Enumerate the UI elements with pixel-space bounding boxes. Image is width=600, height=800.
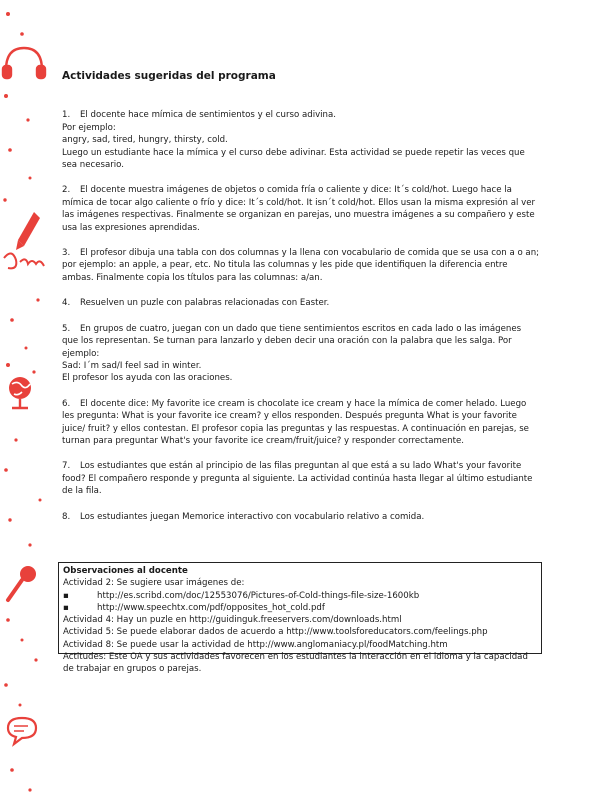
observation-link[interactable]: http://www.speechtx.com/pdf/opposites_hot_cold.pdf [97, 602, 325, 613]
activity-number: 7. [62, 461, 71, 472]
activity-line: El docente dice: My favorite ice cream is chocolate ice cream y hace la mímica de comer helado. Luego les pregunta: What is your favorite ice cream? y ellos responden. Después pregunta What is your favorite juice/ fruit? y ellos contestan. El profesor copia las preguntas y las respuestas. A continuación en parejas, se turnan para preguntar What's your favorite ice cream/fruit/juice? y responder correctamente. [62, 398, 529, 446]
activity-list [62, 109, 540, 523]
globe-icon [9, 377, 31, 408]
activity-item [62, 247, 540, 284]
microphone-icon [8, 566, 36, 600]
activity-text [62, 460, 540, 497]
activity-text [62, 372, 540, 384]
activity-text [62, 122, 540, 134]
bullet-icon: ▪ [63, 590, 69, 601]
activity-item [62, 297, 540, 309]
activity-text [62, 184, 540, 234]
activity-line: El profesor los ayuda con las oraciones. [62, 373, 233, 384]
activity-item [62, 323, 540, 385]
bullet-icon: ▪ [63, 602, 69, 613]
activity-line: El docente hace mímica de sentimientos y el curso adivina. [80, 110, 336, 121]
margin-decoration [0, 0, 50, 800]
activity-item [62, 398, 540, 448]
activity-item [62, 460, 540, 497]
activity-text [62, 147, 540, 172]
activity-number: 6. [62, 398, 71, 409]
observation-activity-8: Actividad 8: Se puede usar la actividad de http://www.anglomaniacy.pl/foodMatching.htm [63, 639, 448, 650]
activity-number: 8. [62, 511, 71, 522]
activity-number: 5. [62, 323, 71, 334]
activity-item [62, 511, 540, 523]
observation-activity-4: Actividad 4: Hay un puzle en http://guidinguk.freeservers.com/downloads.html [63, 615, 402, 626]
observation-bullet [63, 590, 537, 602]
activity-text [62, 360, 540, 372]
activity-text [62, 109, 540, 121]
pencil-icon [16, 212, 40, 250]
activity-number: 4. [62, 298, 71, 309]
activity-line: Sad: I´m sad/I feel sad in winter. [62, 360, 202, 371]
activity-item [62, 184, 540, 234]
observation-activity-2: Actividad 2: Se sugiere usar imágenes de: [63, 578, 245, 589]
scribble-decoration [4, 253, 44, 268]
activity-text [62, 323, 540, 360]
activity-line: Luego un estudiante hace la mímica y el curso debe adivinar. Esta actividad se puede repetir las veces que sea necesario. [62, 147, 525, 171]
activity-number: 2. [62, 185, 71, 196]
headphones-icon [3, 48, 45, 78]
teacher-observations-box [58, 562, 542, 675]
activity-number: 3. [62, 248, 71, 259]
activity-number: 1. [62, 110, 71, 121]
activity-line: Por ejemplo: [62, 122, 116, 133]
activity-text [62, 297, 540, 309]
activity-text [62, 134, 540, 146]
page-title: Actividades sugeridas del programa [62, 70, 276, 82]
activity-text [62, 247, 540, 284]
observation-bullet [63, 602, 537, 614]
observation-link[interactable]: http://es.scribd.com/doc/12553076/Pictures-of-Cold-things-file-size-1600kb [97, 590, 420, 601]
activity-item [62, 109, 540, 171]
activity-text [62, 511, 540, 523]
activity-line: En grupos de cuatro, juegan con un dado que tiene sentimientos escritos en cada lado o las imágenes que los representan. Se turnan para lanzarlo y deben decir una oración con la palabra que les salga. Por ejemplo: [62, 323, 522, 359]
activity-line: Los estudiantes que están al principio de las filas preguntan al que está a su lado What's your favorite food? El compañero responde y pregunta al siguiente. La actividad continúa hasta llegar al último estudiante de la fila. [62, 461, 533, 497]
main-content [62, 70, 540, 536]
activity-text [62, 398, 540, 448]
activity-line: angry, sad, tired, hungry, thirsty, cold. [62, 135, 228, 146]
activity-line: El profesor dibuja una tabla con dos columnas y la llena con vocabulario de comida que se usa con a o an; por ejemplo: an apple, a pear, etc. No titula las columnas y les pide que identifiquen la diferencia entre ambas. Finalmente copia los títulos para las columnas: a/an. [62, 248, 540, 283]
speech-bubble-icon [8, 718, 36, 744]
observations-title: Observaciones al docente [63, 566, 188, 576]
observation-activity-5: Actividad 5: Se puede elaborar dados de acuerdo a http://www.toolsforeducators.com/feelings.php [63, 627, 488, 638]
activity-line: Resuelven un puzle con palabras relacionadas con Easter. [80, 298, 330, 309]
activity-line: El docente muestra imágenes de objetos o comida fría o caliente y dice: It´s cold/hot. Luego hace la mímica de tocar algo caliente o frío y dice: It´s cold/hot. It isn´t cold/hot. Ellos usan la misma expresión al ver las imágenes respectivas. Finalmente se organizan en parejas, uno muestra imágenes a su compañero y este usa las expresiones aprendidas. [62, 185, 536, 233]
observation-attitudes: Actitudes: Este OA y sus actividades favorecen en los estudiantes la interacción en el idioma y la capacidad de trabajar en grupos o parejas. [63, 652, 528, 675]
activity-line: Los estudiantes juegan Memorice interactivo con vocabulario relativo a comida. [80, 511, 425, 522]
